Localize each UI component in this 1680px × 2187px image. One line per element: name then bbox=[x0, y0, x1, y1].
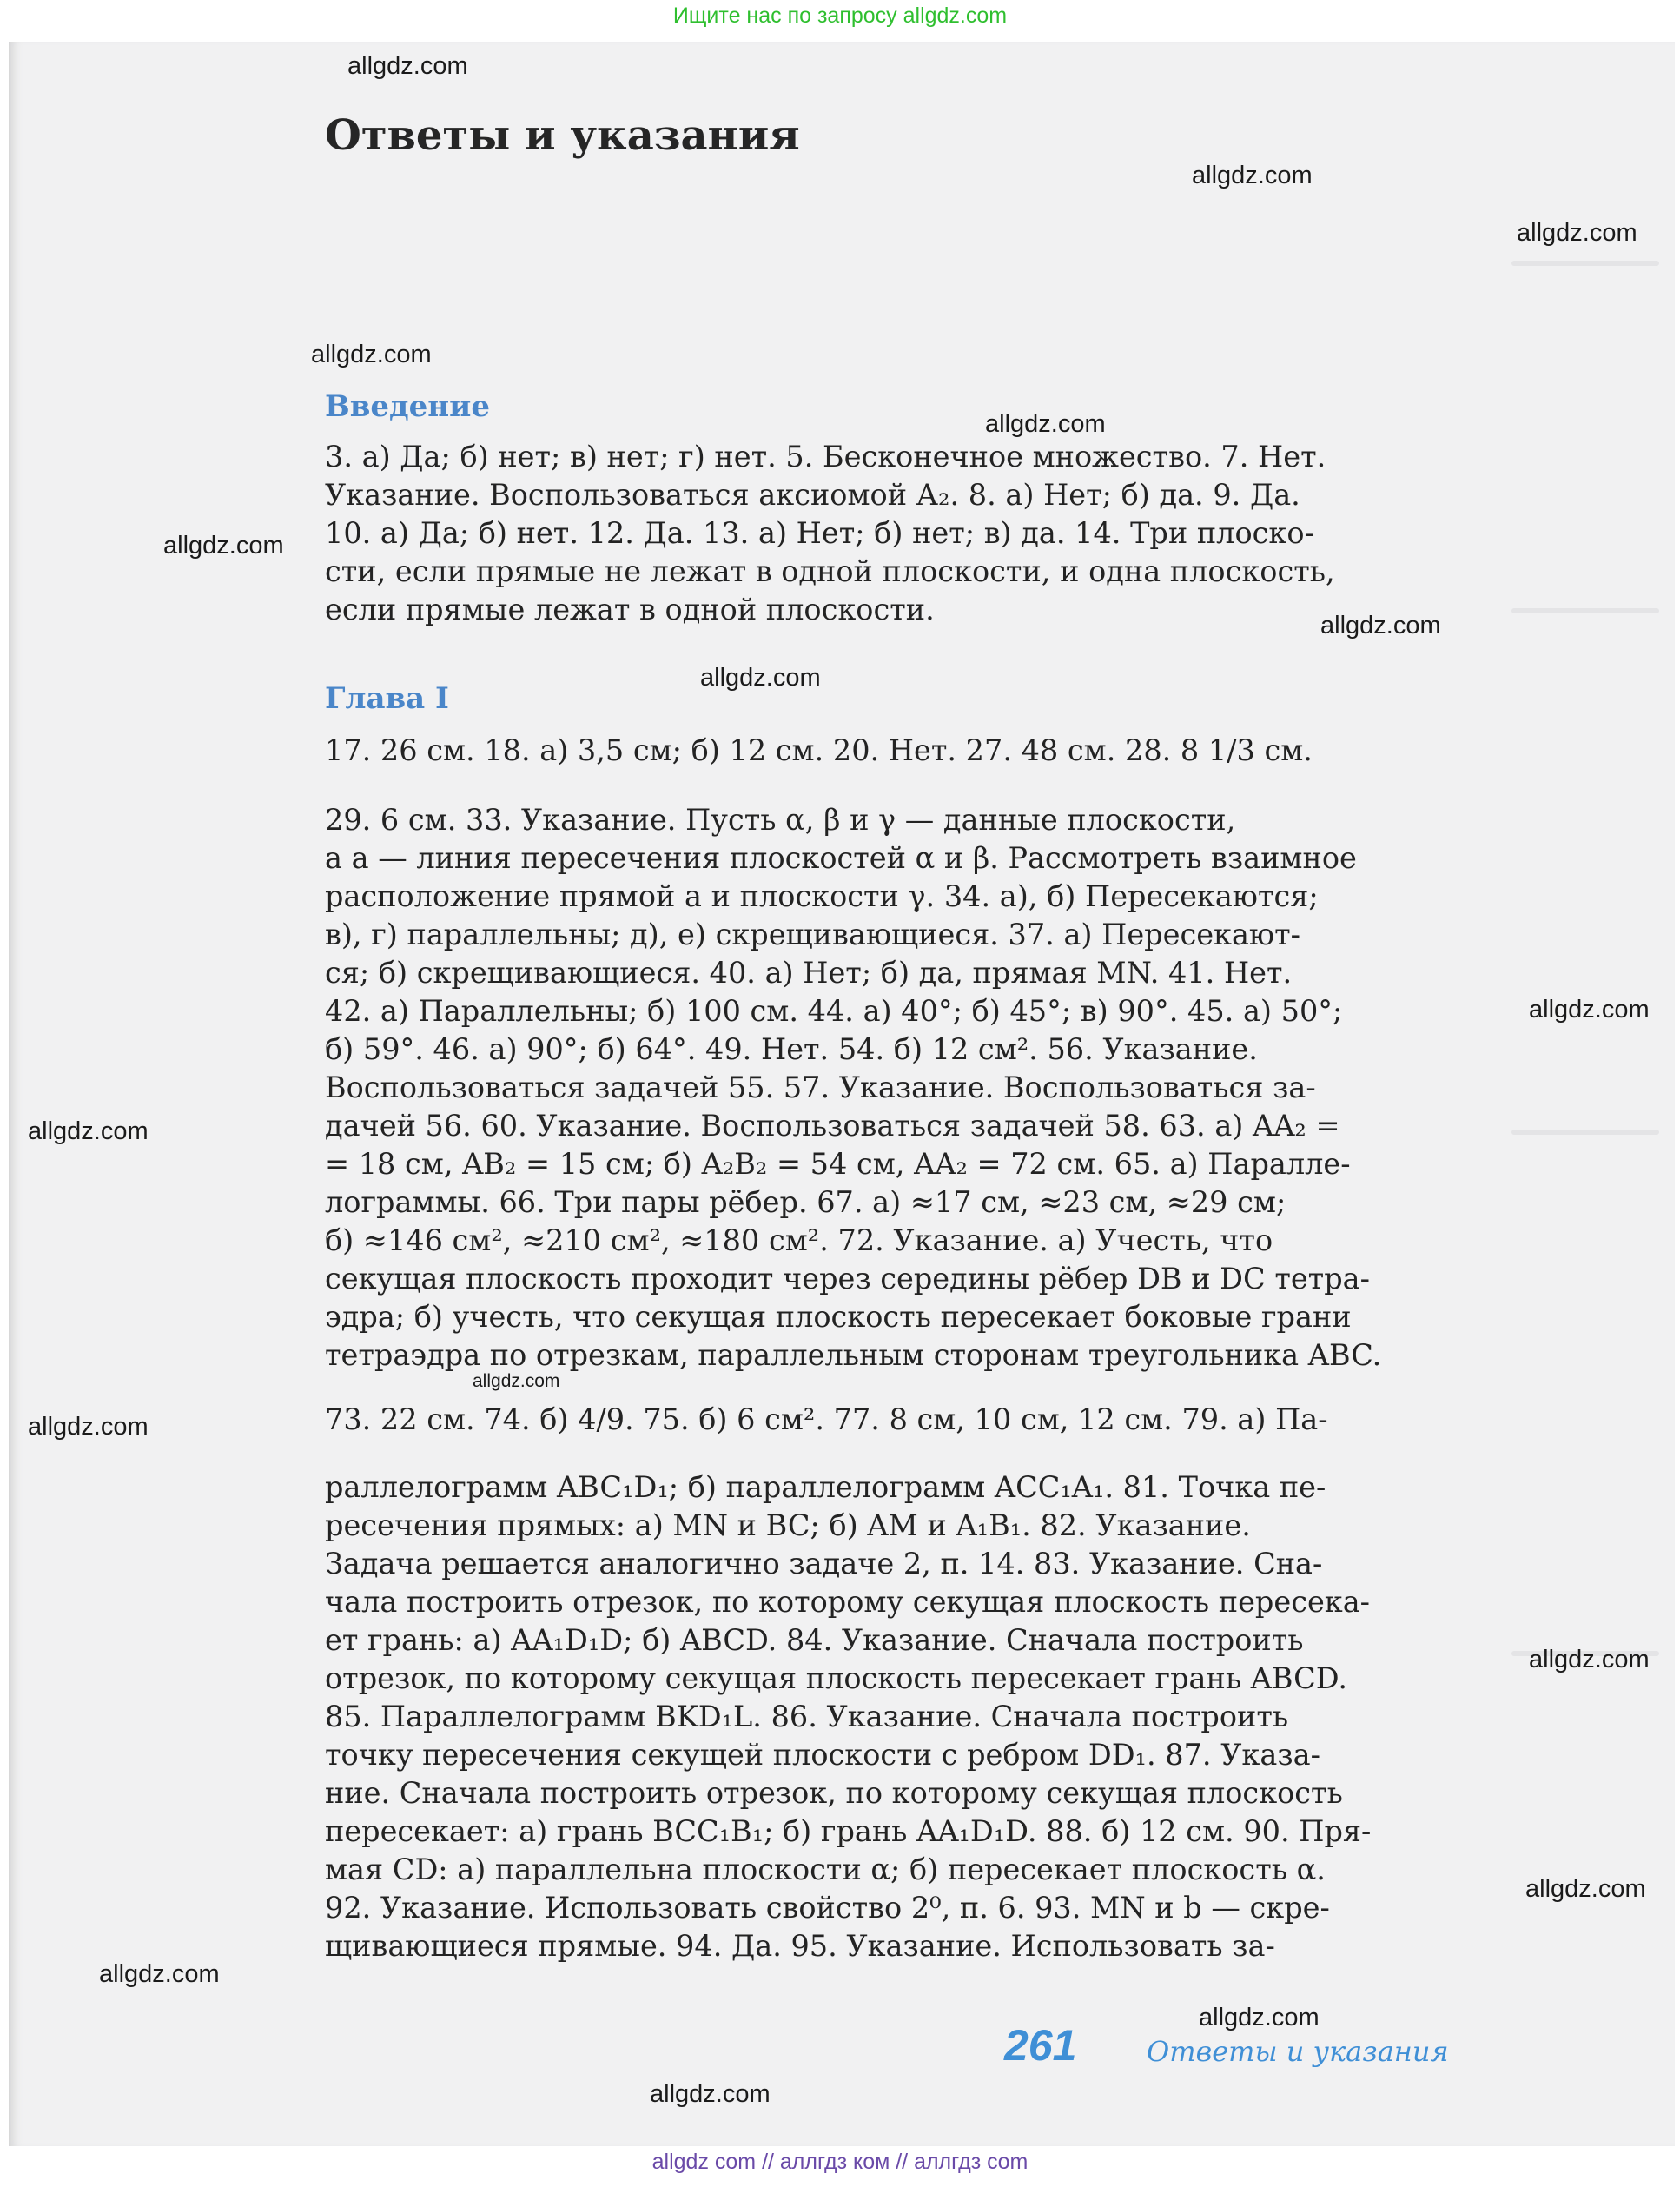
watermark: allgdz.com bbox=[1529, 1646, 1650, 1673]
watermark: allgdz.com bbox=[650, 2080, 771, 2108]
text-line: ся; б) скрещивающиеся. 40. а) Нет; б) да, прямая MN. 41. Нет. bbox=[325, 956, 1293, 990]
bleed-through-mark bbox=[1511, 1130, 1659, 1135]
text-line: 73. 22 см. 74. б) 4/9. 75. б) 6 см². 77. 8 см, 10 см, 12 см. 79. а) Па- bbox=[325, 1402, 1328, 1436]
text-line: эдра; б) учесть, что секущая плоскость пересекает боковые грани bbox=[325, 1300, 1352, 1334]
section-heading-chapter-1: Глава I bbox=[325, 681, 449, 716]
chapter1-line-73 bbox=[325, 1401, 1508, 1439]
text-line: 17. 26 см. 18. а) 3,5 см; б) 12 см. 20. Нет. 27. 48 см. 28. 8 1/3 см. bbox=[325, 733, 1313, 767]
text-line: расположение прямой a и плоскости γ. 34. а), б) Пересекаются; bbox=[325, 879, 1319, 913]
watermark: allgdz.com bbox=[1192, 162, 1313, 189]
text-line: ет грань: а) AA₁D₁D; б) ABCD. 84. Указание. Сначала построить bbox=[325, 1623, 1304, 1657]
text-line: 92. Указание. Использовать свойство 2⁰, п. 6. 93. MN и b — скре- bbox=[325, 1891, 1330, 1925]
text-line: Воспользоваться задачей 55. 57. Указание. Воспользоваться за- bbox=[325, 1070, 1316, 1104]
text-line: отрезок, по которому секущая плоскость пересекает грань ABCD. bbox=[325, 1661, 1348, 1695]
footer-running-title: Ответы и указания bbox=[1147, 2035, 1449, 2068]
top-banner[interactable]: Ищите нас по запросу allgdz.com bbox=[672, 3, 1008, 28]
text-line: 85. Параллелограмм BKD₁L. 86. Указание. Сначала построить bbox=[325, 1700, 1289, 1733]
text-line: 29. 6 см. 33. Указание. Пусть α, β и γ — данные плоскости, bbox=[325, 803, 1236, 837]
section-heading-intro: Введение bbox=[325, 389, 491, 424]
text-line: Указание. Воспользоваться аксиомой А₂. 8. а) Нет; б) да. 9. Да. bbox=[325, 478, 1300, 512]
text-line: секущая плоскость проходит через середины рёбер DB и DC тетра- bbox=[325, 1262, 1370, 1296]
text-line: чала построить отрезок, по которому секущая плоскость пересека- bbox=[325, 1585, 1371, 1619]
watermark: allgdz.com bbox=[1529, 996, 1650, 1024]
text-line: ние. Сначала построить отрезок, по которому секущая плоскость bbox=[325, 1776, 1343, 1810]
watermark: allgdz.com bbox=[985, 410, 1106, 438]
watermark: allgdz.com bbox=[473, 1371, 560, 1391]
chapter1-answers-block-1 bbox=[325, 801, 1508, 1375]
bleed-through-mark bbox=[1511, 261, 1659, 266]
text-line: щивающиеся прямые. 94. Да. 95. Указание. Использовать за- bbox=[325, 1929, 1275, 1963]
bottom-banner[interactable]: allgdz com // аллгдз ком // аллгдз com bbox=[651, 2150, 1029, 2174]
watermark: allgdz.com bbox=[163, 532, 284, 560]
text-line: пересекает: а) грань BCC₁B₁; б) грань AA₁D₁D. 88. б) 12 см. 90. Пря- bbox=[325, 1814, 1372, 1848]
text-line: Задача решается аналогично задаче 2, п. 14. 83. Указание. Сна- bbox=[325, 1547, 1323, 1581]
text-line: 10. а) Да; б) нет. 12. Да. 13. а) Нет; б) нет; в) да. 14. Три плоско- bbox=[325, 516, 1314, 550]
text-line: точку пересечения секущей плоскости с ребром DD₁. 87. Указа- bbox=[325, 1738, 1320, 1772]
text-line: сти, если прямые не лежат в одной плоскости, и одна плоскость, bbox=[325, 554, 1335, 588]
text-line: раллелограмм ABC₁D₁; б) параллелограмм ACC₁A₁. 81. Точка пе- bbox=[325, 1470, 1326, 1504]
text-line: тетраэдра по отрезкам, параллельным сторонам треугольника ABC. bbox=[325, 1338, 1382, 1372]
intro-answers bbox=[325, 438, 1508, 629]
bleed-through-mark bbox=[1511, 608, 1659, 613]
watermark: allgdz.com bbox=[1517, 219, 1637, 247]
watermark: allgdz.com bbox=[1320, 612, 1441, 640]
watermark: allgdz.com bbox=[311, 341, 432, 368]
watermark: allgdz.com bbox=[1199, 2004, 1320, 2031]
text-line: 3. а) Да; б) нет; в) нет; г) нет. 5. Бесконечное множество. 7. Нет. bbox=[325, 440, 1326, 474]
page-title: Ответы и указания bbox=[325, 111, 800, 160]
watermark: allgdz.com bbox=[700, 664, 821, 692]
watermark: allgdz.com bbox=[347, 52, 468, 80]
text-line: б) 59°. 46. а) 90°; б) 64°. 49. Нет. 54. б) 12 см². 56. Указание. bbox=[325, 1032, 1258, 1066]
watermark: allgdz.com bbox=[1525, 1875, 1646, 1903]
text-line: дачей 56. 60. Указание. Воспользоваться задачей 58. 63. а) AA₂ = bbox=[325, 1109, 1340, 1143]
text-line: мая CD: а) параллельна плоскости α; б) пересекает плоскость α. bbox=[325, 1852, 1326, 1886]
watermark: allgdz.com bbox=[28, 1117, 149, 1145]
text-line: ресечения прямых: а) MN и BC; б) AM и A₁B₁. 82. Указание. bbox=[325, 1508, 1251, 1542]
text-line: лограммы. 66. Три пары рёбер. 67. а) ≈17 см, ≈23 см, ≈29 см; bbox=[325, 1185, 1286, 1219]
text-line: = 18 см, AB₂ = 15 см; б) A₂B₂ = 54 см, AA₂ = 72 см. 65. а) Паралле- bbox=[325, 1147, 1351, 1181]
text-line: в), г) параллельны; д), е) скрещивающиеся. 37. а) Пересекают- bbox=[325, 918, 1300, 951]
text-line: 42. а) Параллельны; б) 100 см. 44. а) 40°; б) 45°; в) 90°. 45. а) 50°; bbox=[325, 994, 1343, 1028]
chapter1-answers-block-2 bbox=[325, 1468, 1508, 1965]
text-line: а a — линия пересечения плоскостей α и β. Рассмотреть взаимное bbox=[325, 841, 1357, 875]
chapter1-first-line bbox=[325, 732, 1508, 770]
watermark: allgdz.com bbox=[28, 1413, 149, 1441]
text-line: если прямые лежат в одной плоскости. bbox=[325, 593, 935, 626]
watermark: allgdz.com bbox=[99, 1960, 220, 1988]
text-line: б) ≈146 см², ≈210 см², ≈180 см². 72. Указание. а) Учесть, что bbox=[325, 1223, 1273, 1257]
page-number: 261 bbox=[1004, 2021, 1077, 2070]
